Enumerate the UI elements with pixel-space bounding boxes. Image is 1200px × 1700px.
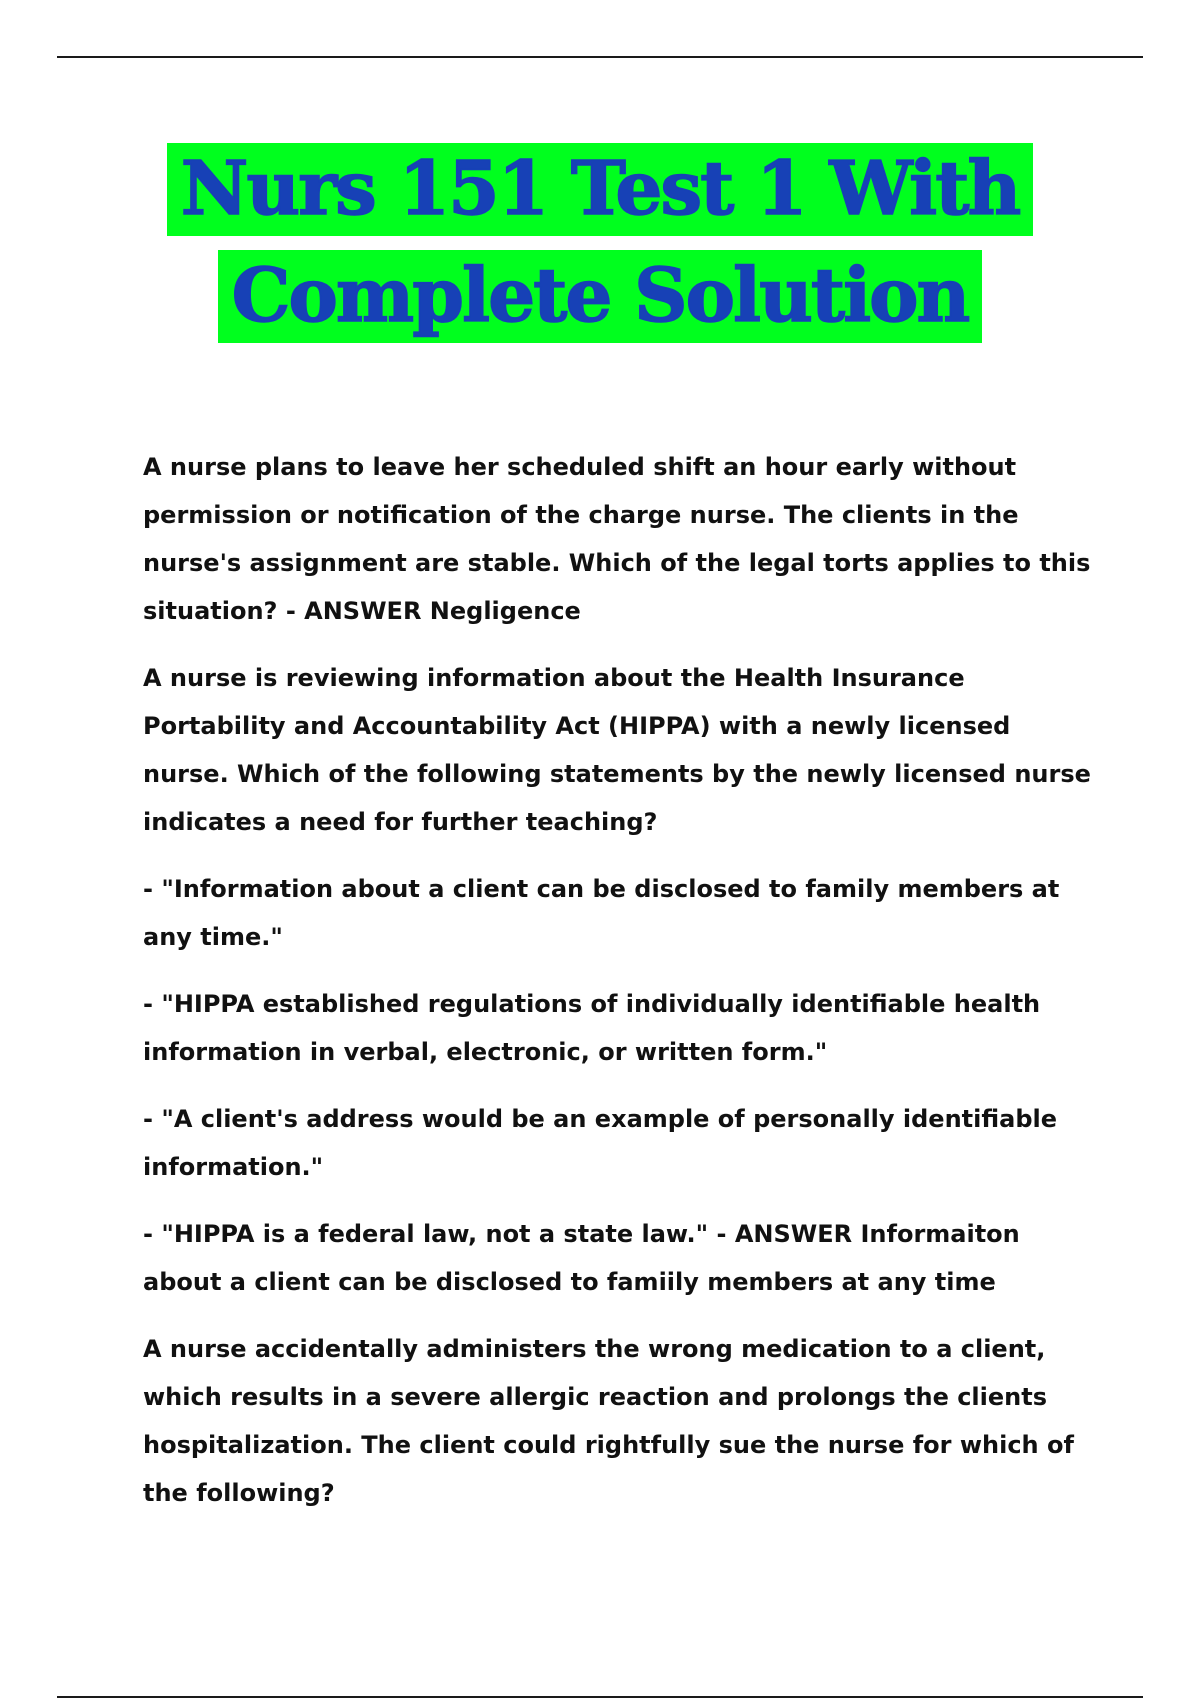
question-paragraph: A nurse is reviewing information about the Health Insurance Portability and Accountability Act (HIPPA) with a newly licensed nurse. Which of the following statements by the newly licensed nurse indicates a need for further teaching? bbox=[143, 664, 1091, 836]
answer-option: - "Information about a client can be disclosed to family members at any time." bbox=[143, 875, 1060, 951]
title-line-2: Complete Solution bbox=[218, 250, 983, 343]
document-title bbox=[0, 143, 1200, 343]
title-line-1: Nurs 151 Test 1 With bbox=[167, 143, 1034, 236]
question-paragraph: A nurse plans to leave her scheduled shift an hour early without permission or notification of the charge nurse. The clients in the nurse's assignment are stable. Which of the legal torts applies to this situation? - ANSWER Negligence bbox=[143, 453, 1091, 625]
answer-option: - "HIPPA is a federal law, not a state law." - ANSWER Informaiton about a client can be disclosed to famiily members at any time bbox=[143, 1220, 1020, 1296]
answer-option: - "A client's address would be an example of personally identifiable information." bbox=[143, 1105, 1058, 1181]
bottom-rule bbox=[57, 1696, 1143, 1698]
top-rule bbox=[57, 56, 1143, 58]
document-body bbox=[143, 443, 1093, 1536]
answer-option: - "HIPPA established regulations of individually identifiable health information in verbal, electronic, or written form." bbox=[143, 990, 1041, 1066]
question-paragraph: A nurse accidentally administers the wrong medication to a client, which results in a severe allergic reaction and prolongs the clients hospitalization. The client could rightfully sue the nurse for which of the following? bbox=[143, 1335, 1074, 1507]
